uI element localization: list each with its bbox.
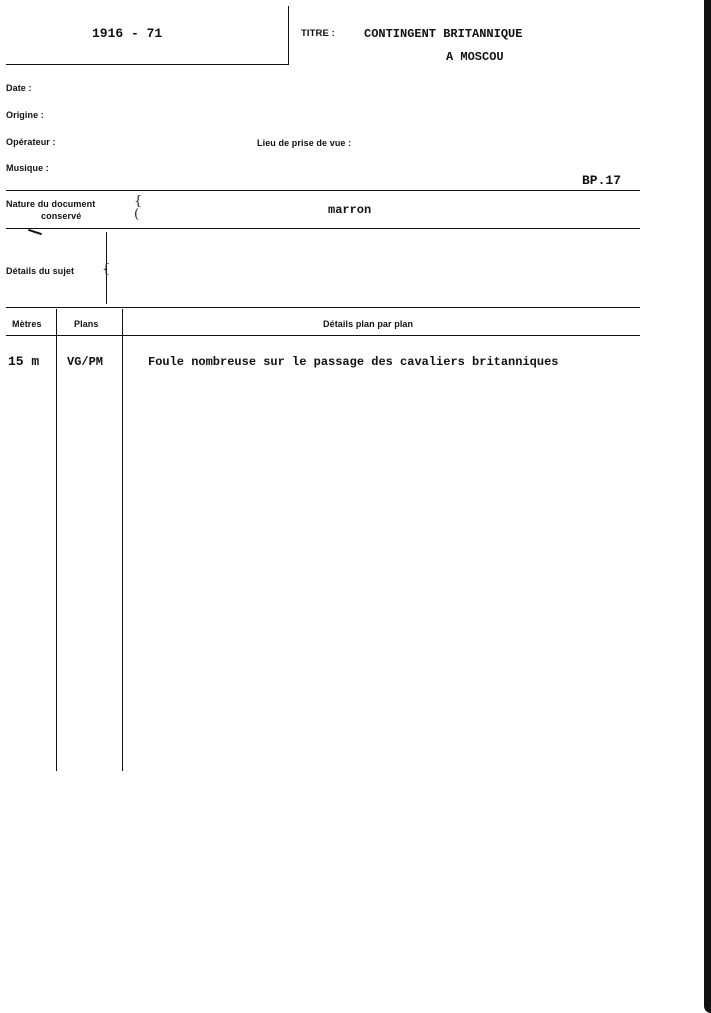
nature-brace-lower-icon: ( <box>134 207 140 222</box>
divider-details-top <box>6 228 640 229</box>
lieu-de-prise-label: Lieu de prise de vue : <box>257 138 352 148</box>
column-separator-1 <box>56 309 57 771</box>
column-separator-2 <box>122 309 123 771</box>
header-box-bottom-border <box>6 64 289 65</box>
header-plans: Plans <box>74 319 99 329</box>
date-label: Date : <box>6 83 32 93</box>
row-plans: VG/PM <box>67 355 104 369</box>
nature-value: marron <box>328 203 372 217</box>
nature-label-line-1: Nature du document <box>6 199 96 209</box>
titre-line-2: A MOSCOU <box>446 50 504 64</box>
titre-line-1: CONTINGENT BRITANNIQUE <box>364 27 523 41</box>
row-metres: 15 m <box>8 354 40 369</box>
page-edge-shadow <box>704 0 711 1013</box>
details-brace-icon: { <box>102 262 111 277</box>
divider-nature-top <box>6 190 640 191</box>
archive-code: BP.17 <box>582 173 622 188</box>
header-metres: Mètres <box>12 319 42 329</box>
table-top-border <box>6 307 640 308</box>
header-box-right-border <box>288 6 289 64</box>
details-sujet-label: Détails du sujet <box>6 266 75 276</box>
table-header-bottom-border <box>6 335 640 336</box>
origine-label: Origine : <box>6 110 44 120</box>
musique-label: Musique : <box>6 163 49 173</box>
pen-mark-icon <box>28 229 42 235</box>
nature-brace-icon: { <box>134 194 143 209</box>
titre-label: TITRE : <box>301 28 335 39</box>
row-details: Foule nombreuse sur le passage des cavaliers britanniques <box>148 355 559 369</box>
reference-number: 1916 - 71 <box>92 26 163 41</box>
header-details: Détails plan par plan <box>323 319 414 329</box>
nature-label-line-2: conservé <box>41 211 82 221</box>
operateur-label: Opérateur : <box>6 137 56 147</box>
